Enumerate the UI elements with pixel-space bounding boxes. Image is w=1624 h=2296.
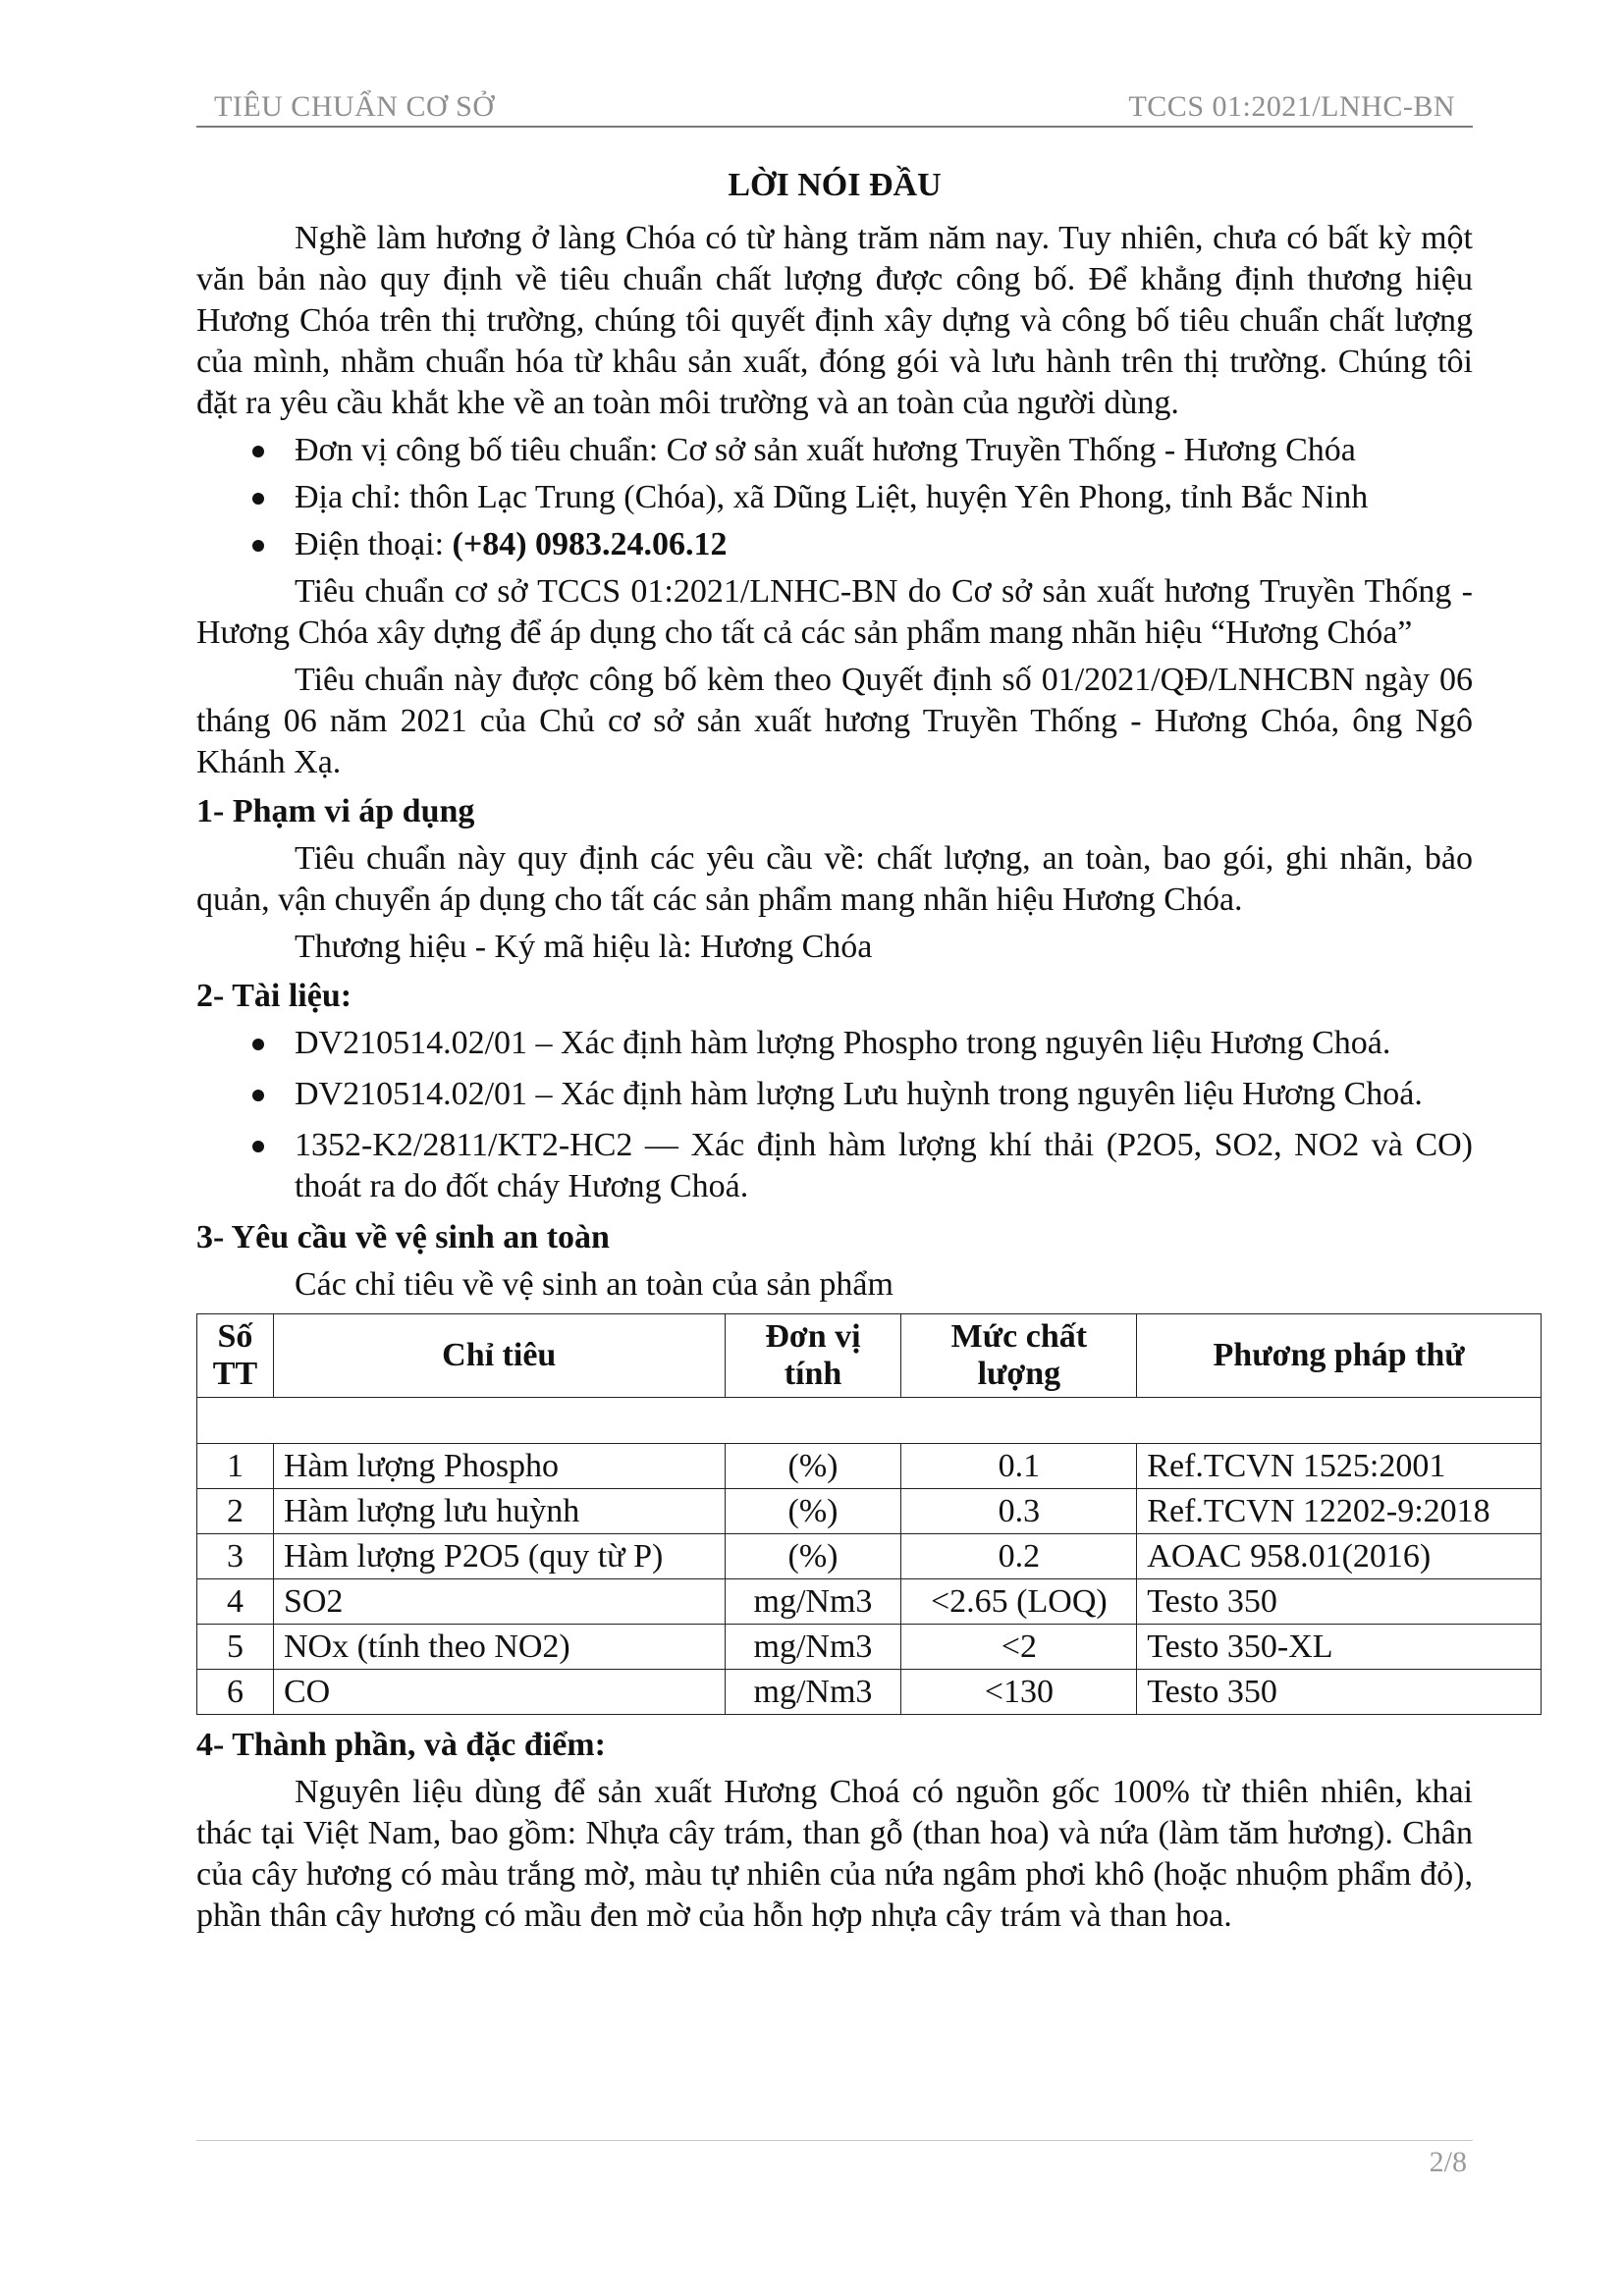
header-no — [197, 1314, 274, 1398]
cell-method: Testo 350-XL — [1137, 1625, 1542, 1670]
cell-no: 3 — [197, 1534, 274, 1579]
contact-phone-value: (+84) 0983.24.06.12 — [452, 526, 728, 562]
page-header — [196, 90, 1473, 130]
table-caption: Các chỉ tiêu về vệ sinh an toàn của sản phẩm — [295, 1266, 893, 1303]
reference-doc-text: DV210514.02/01 – Xác định hàm lượng Phospho trong nguyên liệu Hương Choá. — [295, 1025, 1391, 1061]
cell-method: Ref.TCVN 1525:2001 — [1137, 1444, 1542, 1489]
cell-method: Ref.TCVN 12202-9:2018 — [1137, 1489, 1542, 1534]
cell-unit: (%) — [725, 1444, 901, 1489]
contact-address-item — [196, 477, 1473, 518]
contact-phone-label: Điện thoại: — [295, 526, 453, 562]
reference-doc-item — [196, 1074, 1473, 1115]
cell-level: 0.1 — [901, 1444, 1137, 1489]
cell-unit: (%) — [725, 1534, 901, 1579]
cell-unit: mg/Nm3 — [725, 1670, 901, 1715]
reference-doc-text: 1352-K2/2811/KT2-HC2 — Xác định hàm lượng khí thải (P2O5, SO2, NO2 và CO) thoát ra do đốt cháy Hương Choá. — [295, 1127, 1473, 1204]
table-row — [197, 1489, 1542, 1534]
header-left-text: TIÊU CHUẨN CƠ SỞ — [214, 90, 495, 123]
header-level — [901, 1314, 1137, 1398]
cell-level: 0.3 — [901, 1489, 1137, 1534]
cell-criteria: NOx (tính theo NO2) — [273, 1625, 725, 1670]
header-unit-line2: tính — [784, 1356, 842, 1392]
header-no-line2: TT — [212, 1356, 258, 1392]
header-unit-line1: Đơn vị — [765, 1318, 861, 1355]
decision-paragraph: Tiêu chuẩn này được công bố kèm theo Quyết định số 01/2021/QĐ/LNHCBN ngày 06 tháng 06 năm 2021 của Chủ cơ sở sản xuất hương Truyền Thống - Hương Chóa, ông Ngô Khánh Xạ. — [196, 662, 1473, 780]
table-row — [197, 1579, 1542, 1625]
cell-unit: mg/Nm3 — [725, 1579, 901, 1625]
table-row — [197, 1670, 1542, 1715]
contact-unit-item — [196, 430, 1473, 471]
bullet-icon — [252, 446, 264, 457]
cell-no: 2 — [197, 1489, 274, 1534]
document-body — [196, 165, 1490, 1943]
bullet-icon — [252, 1141, 264, 1152]
contact-unit-text: Đơn vị công bố tiêu chuẩn: Cơ sở sản xuất hương Truyền Thống - Hương Chóa — [295, 432, 1356, 468]
header-divider — [196, 126, 1473, 128]
section-4-body: Nguyên liệu dùng để sản xuất Hương Choá có nguồn gốc 100% từ thiên nhiên, khai thác tại Việt Nam, bao gồm: Nhựa cây trám, than gỗ (than hoa) và nứa (làm tăm hương). Chân của cây hương có màu trắng mờ, màu tự nhiên của nứa ngâm phơi khô (hoặc nhuộm phẩm đỏ), phần thân cây hương có mầu đen mờ của hỗn hợp nhựa cây trám và than hoa. — [196, 1774, 1473, 1934]
safety-criteria-table — [196, 1313, 1542, 1715]
section-2-heading: 2- Tài liệu: — [196, 978, 352, 1014]
header-method: Phương pháp thử — [1137, 1314, 1542, 1398]
cell-criteria: Hàm lượng Phospho — [273, 1444, 725, 1489]
cell-level: <2.65 (LOQ) — [901, 1579, 1137, 1625]
contact-address-text: Địa chỉ: thôn Lạc Trung (Chóa), xã Dũng Liệt, huyện Yên Phong, tỉnh Bắc Ninh — [295, 479, 1369, 515]
bullet-icon — [252, 1090, 264, 1101]
footer-divider — [196, 2140, 1473, 2141]
intro-paragraph: Nghề làm hương ở làng Chóa có từ hàng trăm năm nay. Tuy nhiên, chưa có bất kỳ một văn bản nào quy định về tiêu chuẩn chất lượng được công bố. Để khẳng định thương hiệu Hương Chóa trên thị trường, chúng tôi quyết định xây dựng và công bố tiêu chuẩn chất lượng của mình, nhằm chuẩn hóa từ khâu sản xuất, đóng gói và lưu hành trên thị trường. Chúng tôi đặt ra yêu cầu khắt khe về an toàn môi trường và an toàn của người dùng. — [196, 220, 1473, 421]
reference-docs-list — [196, 1023, 1473, 1207]
cell-method: Testo 350 — [1137, 1579, 1542, 1625]
reference-doc-item — [196, 1023, 1473, 1064]
header-level-line1: Mức chất — [950, 1318, 1088, 1355]
section-1-heading: 1- Phạm vi áp dụng — [196, 793, 475, 829]
header-right-text: TCCS 01:2021/LNHC-BN — [1128, 90, 1455, 123]
header-no-line1: Số — [217, 1318, 253, 1355]
table-row — [197, 1625, 1542, 1670]
page-title: LỜI NÓI ĐẦU — [728, 167, 942, 203]
cell-criteria: Hàm lượng P2O5 (quy từ P) — [273, 1534, 725, 1579]
bullet-icon — [252, 540, 264, 552]
header-level-line2: lượng — [977, 1356, 1061, 1392]
table-header-row — [197, 1314, 1542, 1398]
contact-list — [196, 430, 1473, 565]
cell-no: 6 — [197, 1670, 274, 1715]
section-1-brand: Thương hiệu - Ký mã hiệu là: Hương Chóa — [295, 929, 873, 965]
cell-no: 1 — [197, 1444, 274, 1489]
reference-doc-text: DV210514.02/01 – Xác định hàm lượng Lưu huỳnh trong nguyên liệu Hương Choá. — [295, 1076, 1423, 1112]
contact-phone-item — [196, 524, 1473, 565]
table-row — [197, 1534, 1542, 1579]
blank-cell — [197, 1398, 1542, 1444]
cell-method: AOAC 958.01(2016) — [1137, 1534, 1542, 1579]
cell-unit: (%) — [725, 1489, 901, 1534]
section-4-heading: 4- Thành phần, và đặc điểm: — [196, 1727, 606, 1763]
page-number: 2/8 — [1429, 2146, 1467, 2178]
reference-doc-item — [196, 1125, 1473, 1207]
cell-level: <2 — [901, 1625, 1137, 1670]
table-row — [197, 1444, 1542, 1489]
cell-level: <130 — [901, 1670, 1137, 1715]
cell-unit: mg/Nm3 — [725, 1625, 901, 1670]
section-3-heading: 3- Yêu cầu về vệ sinh an toàn — [196, 1219, 610, 1255]
bullet-icon — [252, 1039, 264, 1050]
cell-criteria: CO — [273, 1670, 725, 1715]
bullet-icon — [252, 493, 264, 505]
cell-level: 0.2 — [901, 1534, 1137, 1579]
cell-no: 5 — [197, 1625, 274, 1670]
header-criteria: Chỉ tiêu — [273, 1314, 725, 1398]
cell-method: Testo 350 — [1137, 1670, 1542, 1715]
table-blank-row — [197, 1398, 1542, 1444]
header-unit — [725, 1314, 901, 1398]
cell-no: 4 — [197, 1579, 274, 1625]
standard-paragraph: Tiêu chuẩn cơ sở TCCS 01:2021/LNHC-BN do Cơ sở sản xuất hương Truyền Thống -Hương Chóa xây dựng để áp dụng cho tất cả các sản phẩm mang nhãn hiệu “Hương Chóa” — [196, 573, 1473, 651]
cell-criteria: Hàm lượng lưu huỳnh — [273, 1489, 725, 1534]
cell-criteria: SO2 — [273, 1579, 725, 1625]
section-1-body: Tiêu chuẩn này quy định các yêu cầu về: chất lượng, an toàn, bao gói, ghi nhãn, bảo quản, vận chuyển áp dụng cho tất các sản phẩm mang nhãn hiệu Hương Chóa. — [196, 840, 1473, 918]
